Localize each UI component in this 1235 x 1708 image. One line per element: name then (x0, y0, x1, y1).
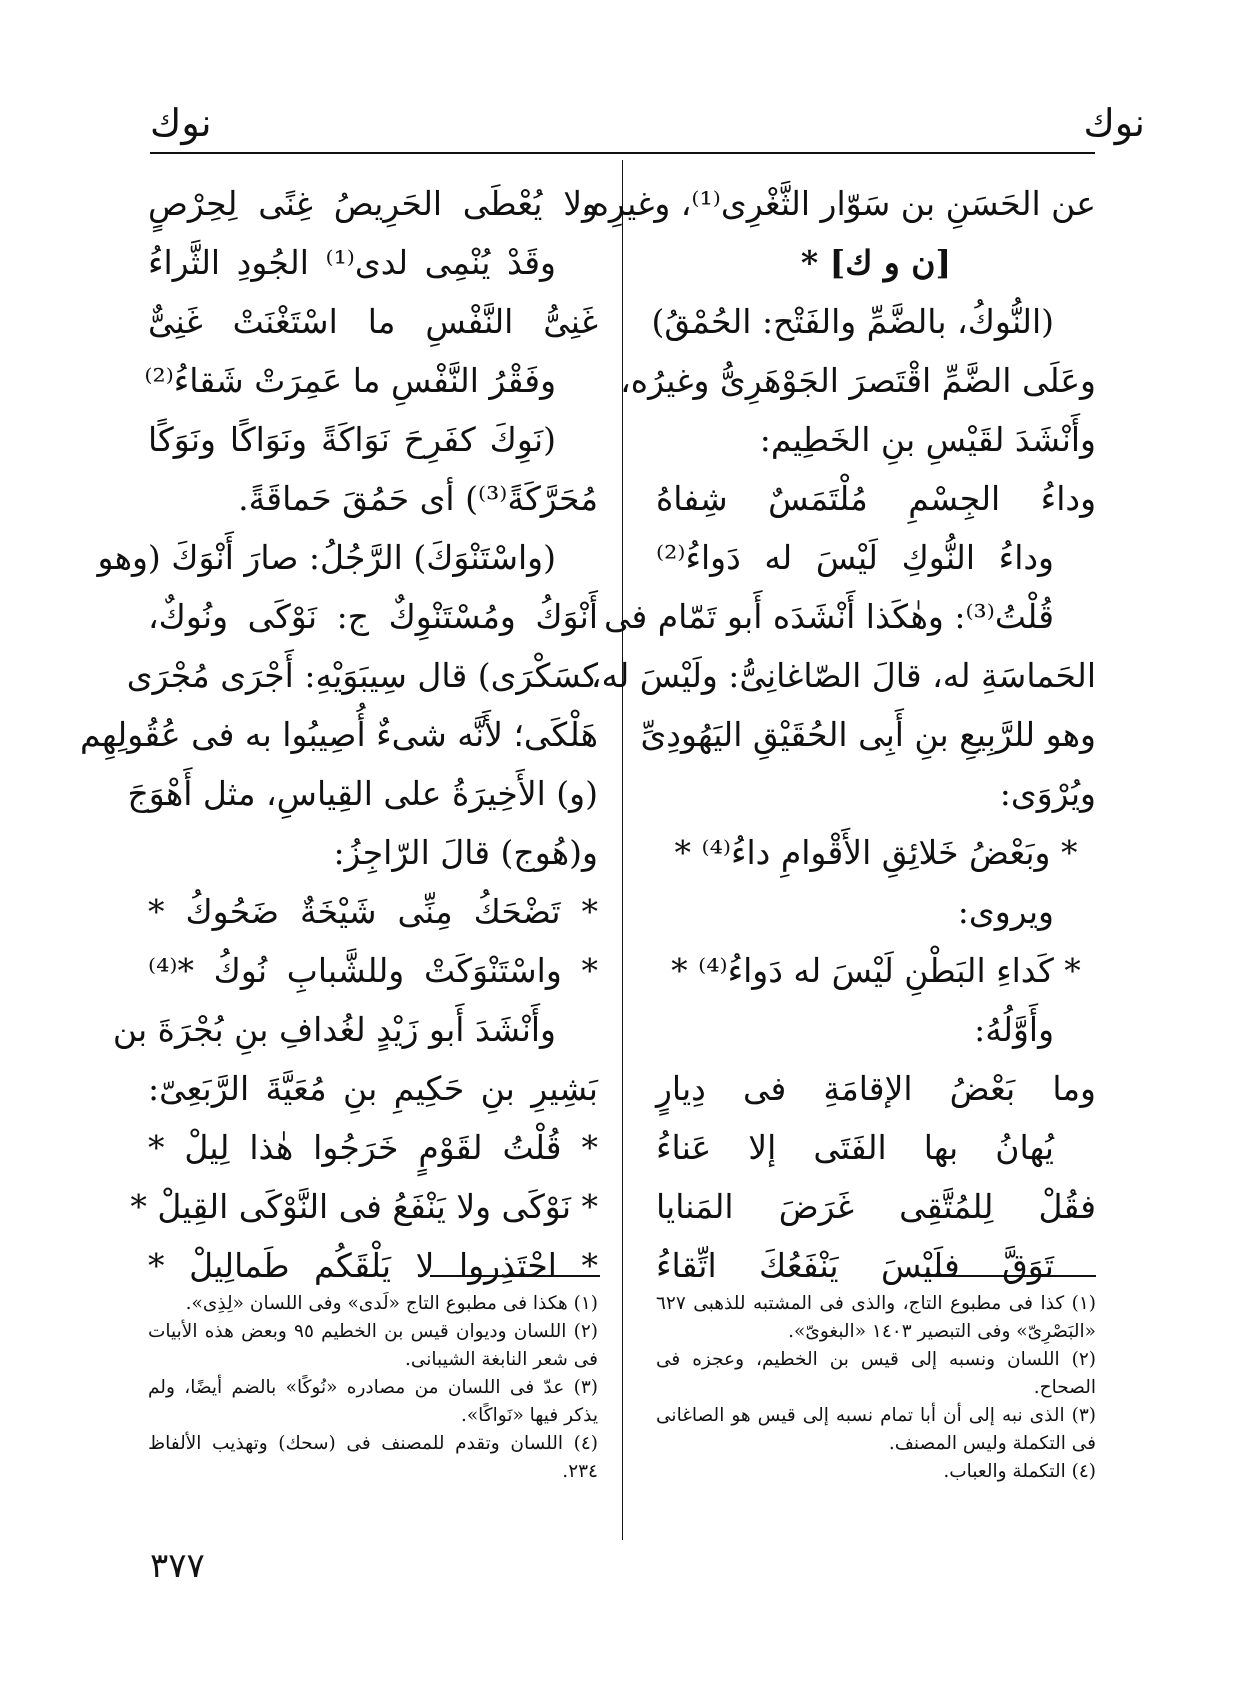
running-head-right: نوك (1083, 101, 1145, 145)
footnote: (٢) اللسان وديوان قيس بن الخطيم ٩٥ وبعض هذه الأبيات فى شعر النابغة الشيبانى. (148, 1321, 598, 1370)
text-line: وعَلَى الضَّمِّ اقْتَصرَ الجَوْهَرِىُّ وغيرُه، (620, 361, 1096, 400)
verse-line: * تَضْحَكُ مِنِّى شَيْخَةٌ ضَحُوكُ * (148, 892, 598, 931)
text-line: ويروى: (957, 892, 1054, 931)
text-line: عن الحَسَنِ بن سَوّار الثَّغْرِى⁽¹⁾، وغيرِه. (581, 184, 1096, 223)
text-line: و(هُوج) قالَ الرّاجِزُ: (333, 833, 598, 872)
right-column (581, 174, 1096, 1295)
footnote: (٢) اللسان ونسبه إلى قيس بن الخطيم، وعجزه فى الصحاح. (656, 1349, 1096, 1398)
footnote: (١) كذا فى مطبوع التاج، والذى فى المشتبه للذهبى ٦٢٧ «البَصْرِىّ» وفى التبصير ١٤٠٣ «البغوىّ». (656, 1293, 1096, 1342)
verse-line: * احْتَذِروا لا يَلْقَكُم طَمالِيلْ * (148, 1246, 598, 1285)
verse-line: * وبَعْضُ خَلائِقِ الأَقْوامِ داءُ⁽⁴⁾ * (674, 833, 1078, 872)
text-line: هَلْكَى؛ لأَنَّه شىءٌ أُصِيبُوا به فى عُقُولِهِم (80, 715, 598, 754)
page-number: ٣٧٧ (150, 1546, 205, 1586)
verse-line: * واسْتَنْوَكَتْ وللشَّبابِ نُوكُ *⁽⁴⁾ (148, 951, 598, 990)
header-rule (150, 152, 1095, 154)
text-line: أَنْوَكُ ومُسْتَنْوِكٌ ج: نَوْكَى ونُوكٌ، (148, 597, 598, 636)
verse-line: وقَدْ يُنْمِى لدى⁽¹⁾ الجُودِ الثَّراءُ (148, 243, 556, 282)
footnote: (٣) عدّ فى اللسان من مصادره «نُوكًا» بالضم أيضًا، ولم يذكر فيها «نَواكًا». (148, 1377, 598, 1426)
footnote: (١) هكذا فى مطبوع التاج «لَدى» وفى اللسان «لِذِى». (185, 1293, 598, 1314)
verse-line: * كَداءِ البَطْنِ لَيْسَ له دَواءُ⁽⁴⁾ * (671, 951, 1081, 990)
footnotes-left (148, 1290, 598, 1486)
running-head-left: نوك (150, 101, 212, 145)
verse-line: ولا يُعْطَى الحَرِيصُ غِنًى لِحِرْصٍ (148, 184, 598, 223)
verse-line: * نَوْكَى ولا يَنْفَعُ فى النَّوْكَى القِيلْ * (130, 1187, 598, 1226)
text-line: (النُّوكُ، بالضَّمِّ والفَتْح: الحُمْقُ) (651, 302, 1054, 341)
verse-line: فقُلْ لِلمُتَّقِى غَرَضَ المَنايا (656, 1187, 1096, 1226)
verse-line: وداءُ الجِسْمِ مُلْتَمَسٌ شِفاهُ (656, 479, 1096, 518)
text-line: بَشِيرِ بنِ حَكِيمِ بنِ مُعَيَّةَ الرَّبَعِىّ: (148, 1069, 598, 1108)
text-line: كسَكْرَى) قال سِيبَوَيْهِ: أَجْرَى مُجْرَى (126, 656, 598, 695)
verse-line: وفَقْرُ النَّفْسِ ما عَمِرَتْ شَقاءُ⁽²⁾ (144, 361, 556, 400)
text-line: ويُرْوَى: (999, 774, 1096, 813)
footnote: (٤) التكملة والعباب. (943, 1461, 1096, 1482)
footnotes-right (656, 1290, 1096, 1486)
verse-line: * قُلْتُ لقَوْمٍ خَرَجُوا هٰذا لِيلْ * (148, 1128, 598, 1167)
footnote: (٣) الذى نبه إلى أن أبا تمام نسبه إلى قيس هو الصاغانى فى التكملة وليس المصنف. (656, 1405, 1096, 1454)
text-line: وأَوَّلُهُ: (974, 1010, 1054, 1049)
text-line: مُحَرَّكَةً⁽³⁾) أى حَمُقَ حَماقَةً. (238, 479, 598, 518)
verse-line: يُهانُ بها الفَتَى إلا عَناءُ (656, 1128, 1054, 1167)
text-line: (و) الأَخِيرَةُ على القِياسِ، مثل أَهْوَجَ (127, 774, 598, 813)
text-line: (نَوِكَ كفَرِحَ نَوَاكَةً ونَوَاكًا ونَوَكًا (148, 420, 556, 459)
text-line: وأَنْشَدَ لقَيْسِ بنِ الخَطِيم: (759, 420, 1096, 459)
left-column (80, 174, 598, 1295)
text-line: الحَماسَةِ له، قالَ الصّاغانِىُّ: ولَيْسَ له، (590, 656, 1096, 695)
entry-heading: [ن و ك] * (800, 243, 952, 282)
verse-line: وداءُ النُّوكِ لَيْسَ له دَواءُ⁽²⁾ (656, 538, 1054, 577)
text-line: وهو للرَّبِيعِ بنِ أَبِى الحُقَيْقِ اليَهُودِىِّ (640, 715, 1096, 754)
verse-line: وما بَعْضُ الإقامَةِ فى دِيارٍ (656, 1069, 1096, 1108)
footnote-rule-left (430, 1275, 600, 1277)
text-line: (واسْتَنْوَكَ) الرَّجُلُ: صارَ أَنْوَكَ (وهو (97, 538, 556, 577)
text-line: قُلْتُ⁽³⁾: وهٰكَذا أَنْشَدَه أَبو تَمّام فى (603, 597, 1054, 636)
verse-line: غَنِىُّ النَّفْسِ ما اسْتَغْنَتْ غَنِىٌّ (148, 302, 598, 341)
verse-line: تَوَقَّ فلَيْسَ يَنْفَعُكَ اتِّقاءُ (656, 1246, 1054, 1285)
text-line: وأَنْشَدَ أَبو زَيْدٍ لغُدافِ بنِ بُجْرَةَ بن (112, 1010, 556, 1049)
footnote: (٤) اللسان وتقدم للمصنف فى (سحك) وتهذيب الألفاظ ٢٣٤. (148, 1433, 598, 1482)
footnote-rule-right (926, 1275, 1096, 1277)
